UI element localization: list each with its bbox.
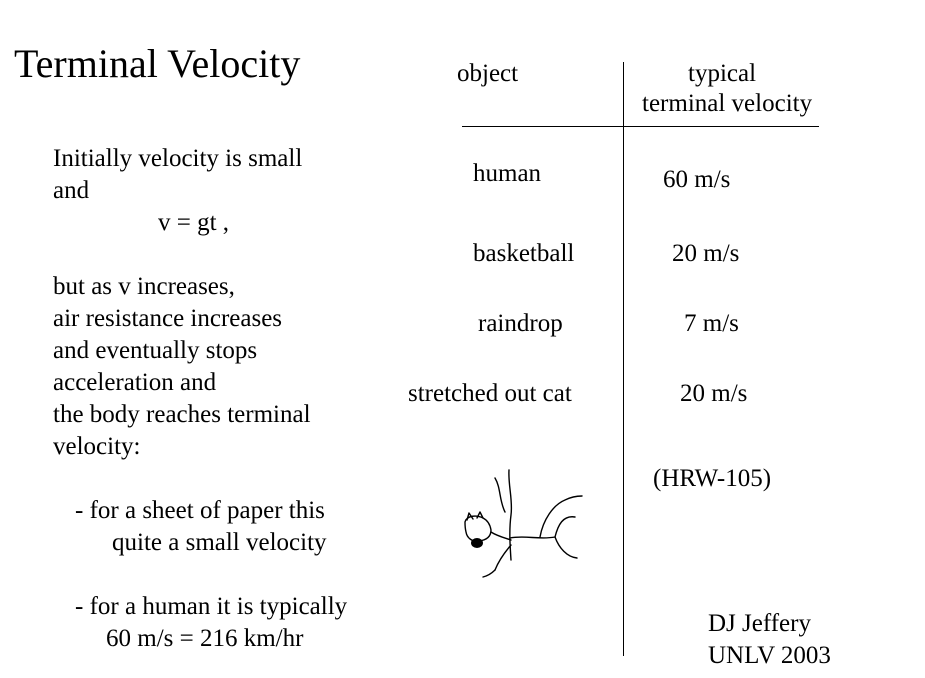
bullet-paper-line2: quite a small velocity [112, 529, 327, 556]
table-header-divider [462, 126, 819, 127]
equation: v = gt , [158, 209, 230, 236]
table-header-velocity-line1: typical [688, 60, 757, 87]
table-cell-object: stretched out cat [408, 380, 572, 407]
explanation-line: the body reaches terminal [53, 401, 311, 428]
table-cell-object: raindrop [478, 310, 563, 337]
bullet-human-line1: - for a human it is typically [75, 593, 348, 620]
stretched-cat-drawing [455, 460, 590, 580]
explanation-line: Initially velocity is small [53, 145, 303, 172]
explanation-line: and [53, 177, 90, 204]
table-cell-object: basketball [473, 240, 575, 267]
explanation-line: air resistance increases [53, 305, 283, 332]
page-title: Terminal Velocity [14, 41, 301, 86]
table-column-divider [623, 62, 624, 656]
table-cell-velocity: 20 m/s [680, 380, 748, 407]
explanation-line: velocity: [53, 433, 141, 460]
reference-citation: (HRW-105) [653, 465, 772, 492]
explanation-line: but as v increases, [53, 273, 235, 300]
explanation-line: acceleration and [53, 369, 217, 396]
table-header-velocity-line2: terminal velocity [642, 90, 813, 117]
table-cell-velocity: 60 m/s [663, 166, 731, 193]
credit-institution-year: UNLV 2003 [708, 642, 831, 669]
table-cell-velocity: 7 m/s [684, 310, 739, 337]
bullet-human-line2: 60 m/s = 216 km/hr [106, 625, 304, 652]
table-header-object: object [457, 60, 519, 87]
explanation-line: and eventually stops [53, 337, 258, 364]
table-cell-object: human [473, 160, 542, 187]
credit-author: DJ Jeffery [708, 610, 811, 637]
bullet-paper-line1: - for a sheet of paper this [75, 497, 325, 524]
table-cell-velocity: 20 m/s [672, 240, 740, 267]
